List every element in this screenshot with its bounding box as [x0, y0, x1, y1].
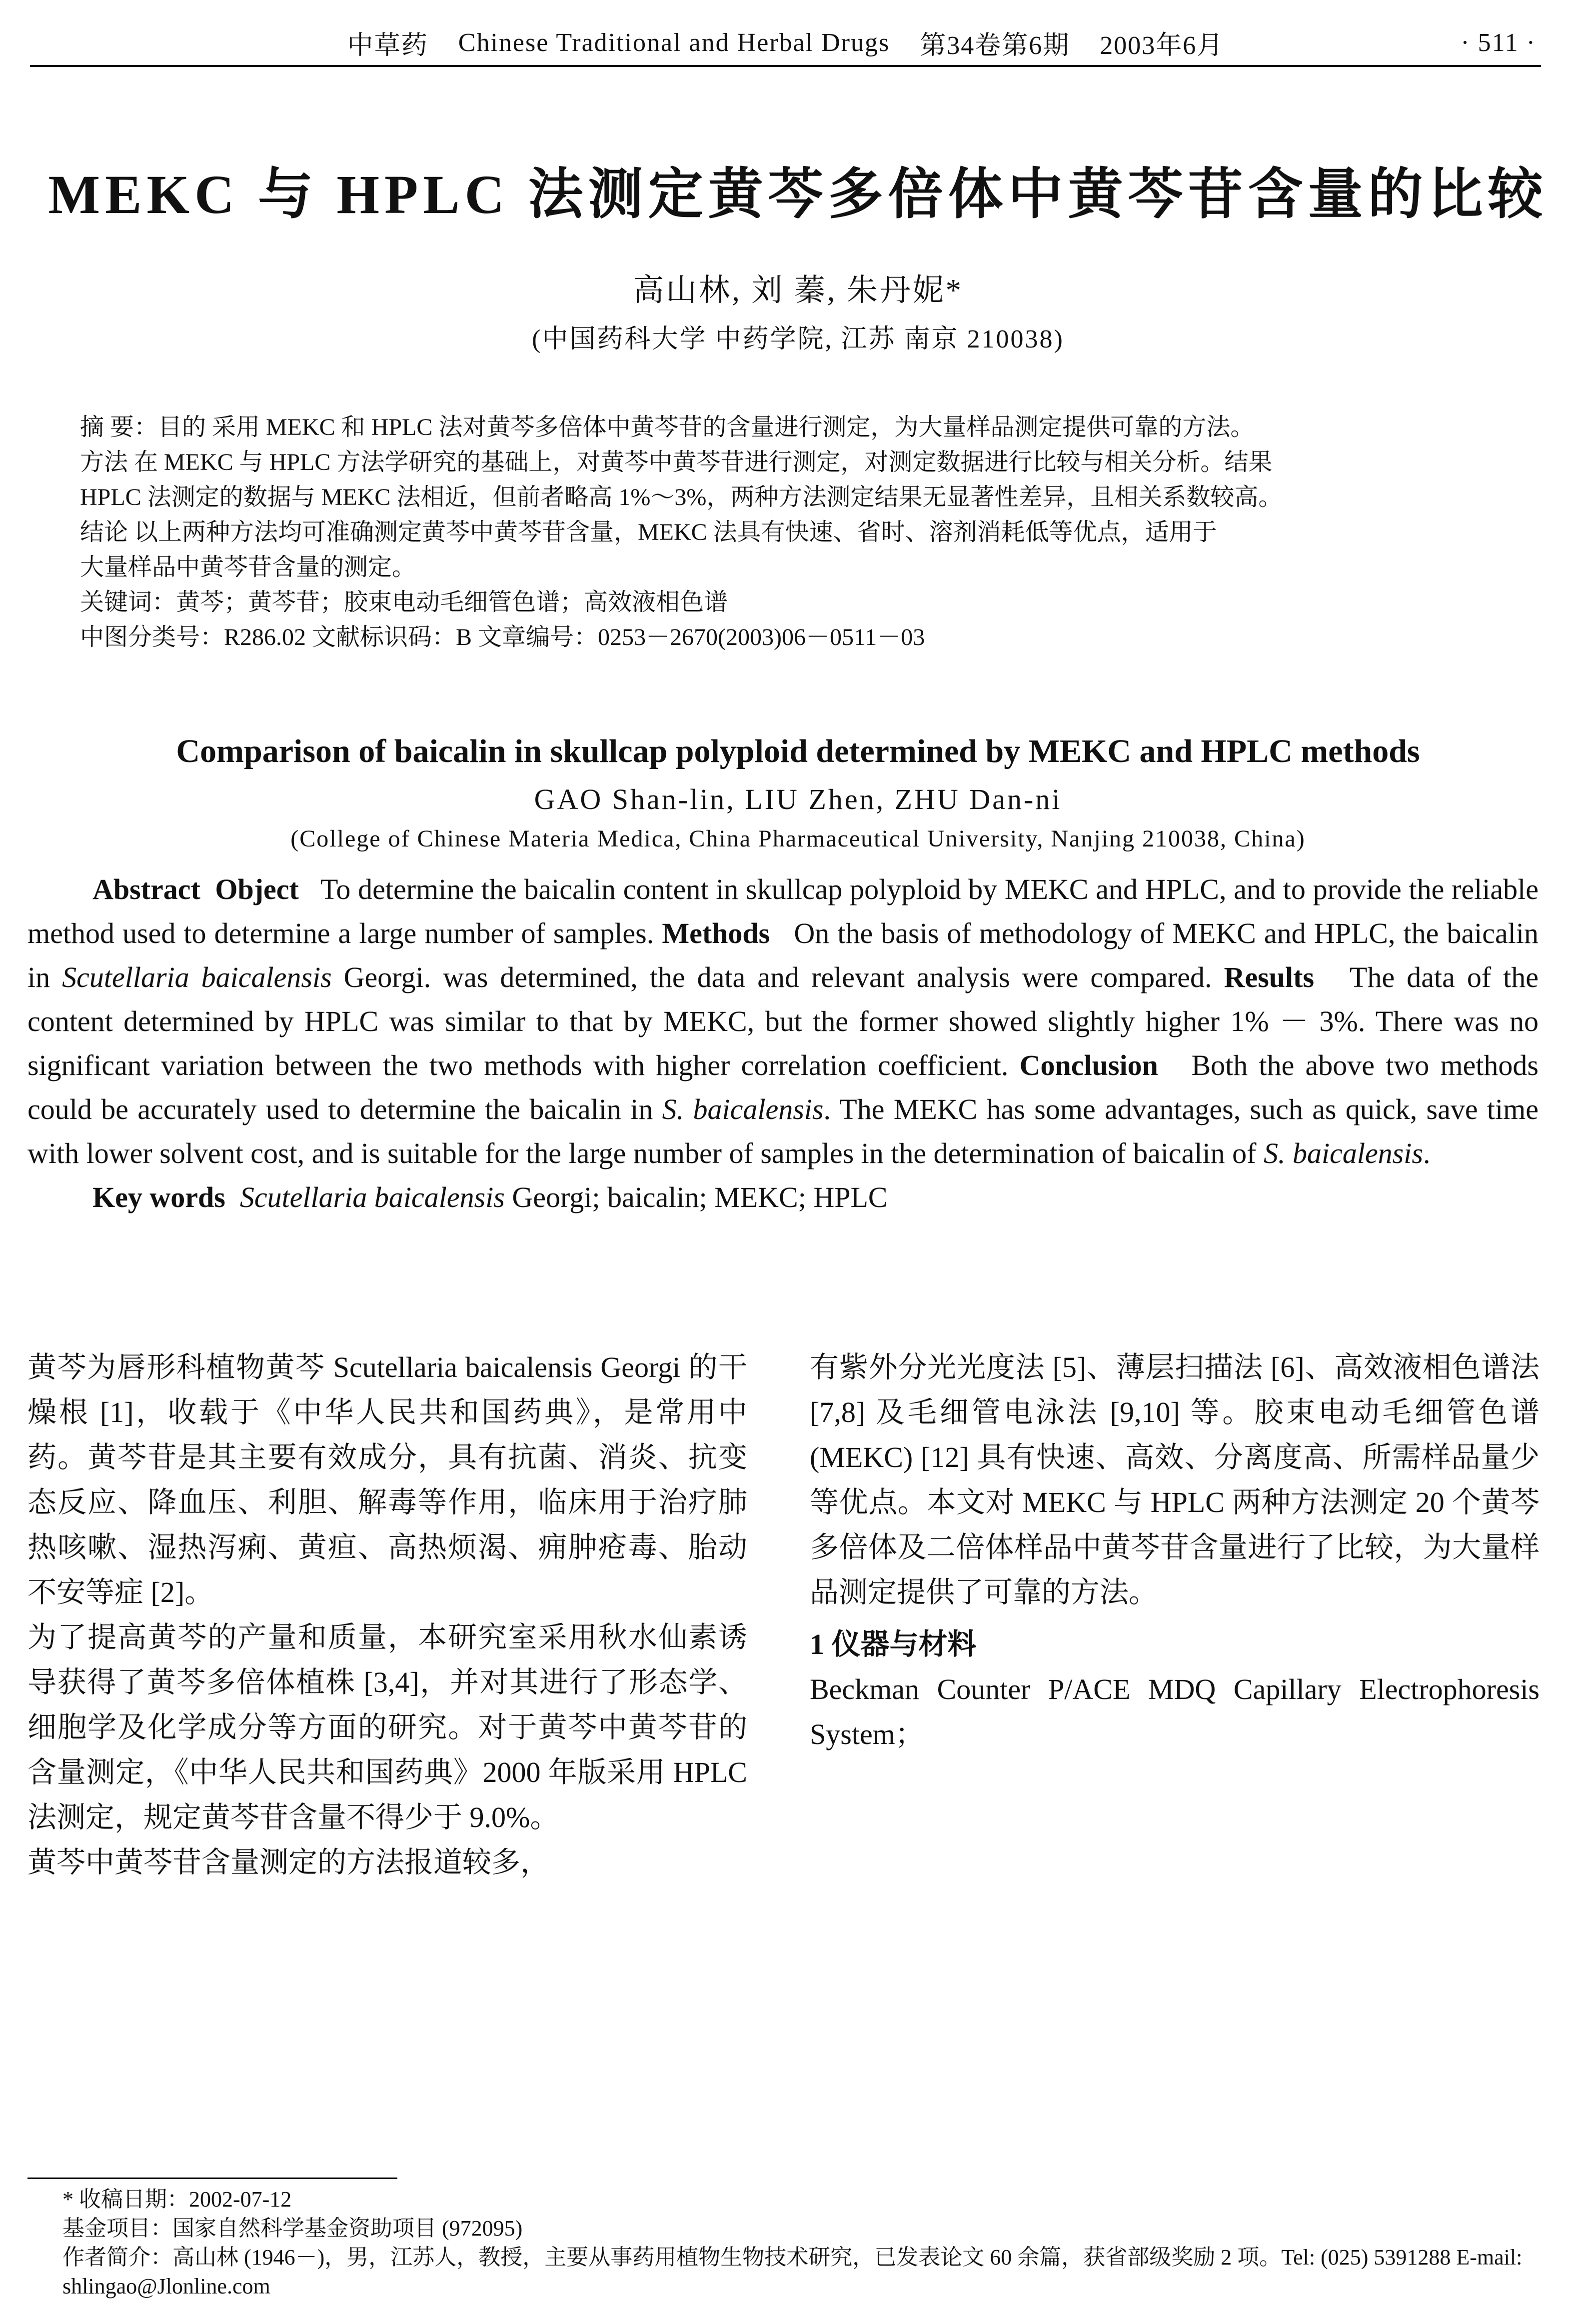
english-title: Comparison of baicalin in skullcap polyploid determined by MEKC and HPLC methods	[176, 733, 1420, 770]
chinese-authors: 高山林, 刘 蓁, 朱丹妮*	[633, 274, 963, 308]
conclusion-species: S. baicalensis	[662, 1093, 824, 1126]
volume-issue: 第34卷第6期	[920, 31, 1070, 60]
results-text: The data of the content determined by HPLC was similar to that by MEKC, but the former showed slightly higher 1% － 3%. There was no significant variation between the two methods with higher correlation coefficient.	[27, 961, 1539, 1082]
abstract-paragraph	[27, 868, 1539, 1176]
page-number: · 511 ·	[1461, 28, 1536, 57]
english-affiliation: (College of Chinese Materia Medica, China Pharmaceutical University, Nanjing 210038, China)	[290, 826, 1306, 852]
methods-text: On the basis of methodology of MEKC and HPLC, the baicalin in	[27, 917, 1539, 994]
journal-name-cn: 中草药	[347, 31, 428, 60]
body-paragraph: 黄芩中黄芩苷含量测定的方法报道较多，	[27, 1846, 550, 1878]
apparatus-text: Beckman Counter P/ACE MDQ Capillary Electrophoresis System；	[810, 1673, 1540, 1750]
cn-abstract-line: 方法 在 MEKC 与 HPLC 方法学研究的基础上，对黄芩中黄芩苷进行测定，对测定数据进行比较与相关分析。结果	[80, 449, 1273, 476]
footnote-rule	[27, 2178, 397, 2179]
cn-abstract-line: HPLC 法测定的数据与 MEKC 法相近，但前者略高 1%～3%，两种方法测定结果无显著性差异，且相关系数较高。	[80, 484, 1283, 510]
conclusion-text: Both the above two methods could be accurately used to determine the baicalin in	[27, 1049, 1539, 1126]
keywords-label: Key words	[92, 1181, 225, 1214]
body-column-right	[810, 1345, 1540, 1757]
journal-name-en: Chinese Traditional and Herbal Drugs	[458, 28, 890, 57]
abstract-label: Abstract	[92, 873, 200, 906]
footnote-received: * 收稿日期：2002-07-12	[62, 2187, 292, 2212]
body-paragraph: 黄芩为唇形科植物黄芩 Scutellaria baicalensis Georgi 的干燥根 [1]，收载于《中华人民共和国药典》，是常用中药。黄芩苷是其主要有效成分，具有抗菌、消炎、抗变态反应、降血压、利胆、解毒等作用，临床用于治疗肺热咳嗽、湿热泻痢、黄疸、高热烦渴、痈肿疮毒、胎动不安等症 [2]。	[27, 1351, 747, 1608]
english-authors: GAO Shan-lin, LIU Zhen, ZHU Dan-ni	[534, 783, 1062, 816]
footnote-author: 作者简介：高山林 (1946－)，男，江苏人，教授，主要从事药用植物生物技术研究，已发表论文 60 余篇，获省部级奖励 2 项。Tel: (025) 5391288 E-mail: shlingao@Jlonline.com	[62, 2245, 1523, 2298]
issue-date: 2003年6月	[1100, 31, 1224, 60]
conclusion-label: Conclusion	[1019, 1049, 1158, 1082]
cn-abstract-line: 大量样品中黄芩苷含量的测定。	[80, 554, 416, 580]
conclusion-text-2: . The MEKC has some advantages, such as quick, save time with lower solvent cost, and is suitable for the large number of samples in the determination of baicalin of	[27, 1093, 1539, 1170]
conclusion-species-2: S. baicalensis	[1263, 1137, 1423, 1170]
results-label: Results	[1224, 961, 1315, 994]
methods-text-2: Georgi. was determined, the data and relevant analysis were compared.	[343, 961, 1212, 994]
body-column-left	[27, 1345, 747, 1885]
running-header	[30, 20, 1541, 67]
footnotes	[62, 2185, 1536, 2301]
cn-abstract-line: 摘 要：目的 采用 MEKC 和 HPLC 法对黄芩多倍体中黄芩苷的含量进行测定，为大量样品测定提供可靠的方法。	[80, 414, 1255, 440]
chinese-abstract	[80, 410, 1521, 655]
body-paragraph: 有紫外分光光度法 [5]、薄层扫描法 [6]、高效液相色谱法 [7,8] 及毛细管电泳法 [9,10] 等。胶束电动毛细管色谱 (MEKC) [12] 具有快速、高效、分离度高、所需样品量少等优点。本文对 MEKC 与 HPLC 两种方法测定 20 个黄芩多倍体及二倍体样品中黄芩苷含量进行了比较，为大量样品测定提供了可靠的方法。	[810, 1351, 1540, 1608]
body-paragraph: 为了提高黄芩的产量和质量，本研究室采用秋水仙素诱导获得了黄芩多倍体植株 [3,4]，并对其进行了形态学、细胞学及化学成分等方面的研究。对于黄芩中黄芩苷的含量测定，《中华人民共和国药典》2000 年版采用 HPLC 法测定，规定黄芩苷含量不得少于 9.0%。	[27, 1621, 747, 1834]
footnote-fund: 基金项目：国家自然科学基金资助项目 (972095)	[62, 2216, 523, 2240]
cn-classification: 中图分类号：R286.02 文献标识码：B 文章编号：0253－2670(2003)06－0511－03	[80, 624, 925, 650]
methods-label: Methods	[662, 917, 770, 950]
object-label: Object	[215, 873, 299, 906]
chinese-title: MEKC 与 HPLC 法测定黄芩多倍体中黄芩苷含量的比较	[48, 164, 1548, 225]
keywords-species: Scutellaria baicalensis	[239, 1181, 505, 1214]
methods-species: Scutellaria baicalensis	[62, 961, 332, 994]
cn-keywords: 关键词：黄芩；黄芩苷；胶束电动毛细管色谱；高效液相色谱	[80, 589, 728, 616]
cn-abstract-line: 结论 以上两种方法均可准确测定黄芩中黄芩苷含量，MEKC 法具有快速、省时、溶剂消耗低等优点，适用于	[80, 519, 1217, 546]
chinese-affiliation: (中国药科大学 中药学院, 江苏 南京 210038)	[532, 325, 1064, 354]
object-text: To determine the baicalin content in skullcap polyploid by MEKC and HPLC, and to provide the reliable method used to determine a large number of samples.	[27, 873, 1539, 950]
keywords-rest: Georgi; baicalin; MEKC; HPLC	[512, 1181, 888, 1214]
conclusion-end: .	[1423, 1137, 1431, 1170]
english-keywords	[27, 1176, 1539, 1220]
english-abstract	[27, 868, 1539, 1220]
section-heading: 1 仪器与材料	[810, 1628, 977, 1660]
